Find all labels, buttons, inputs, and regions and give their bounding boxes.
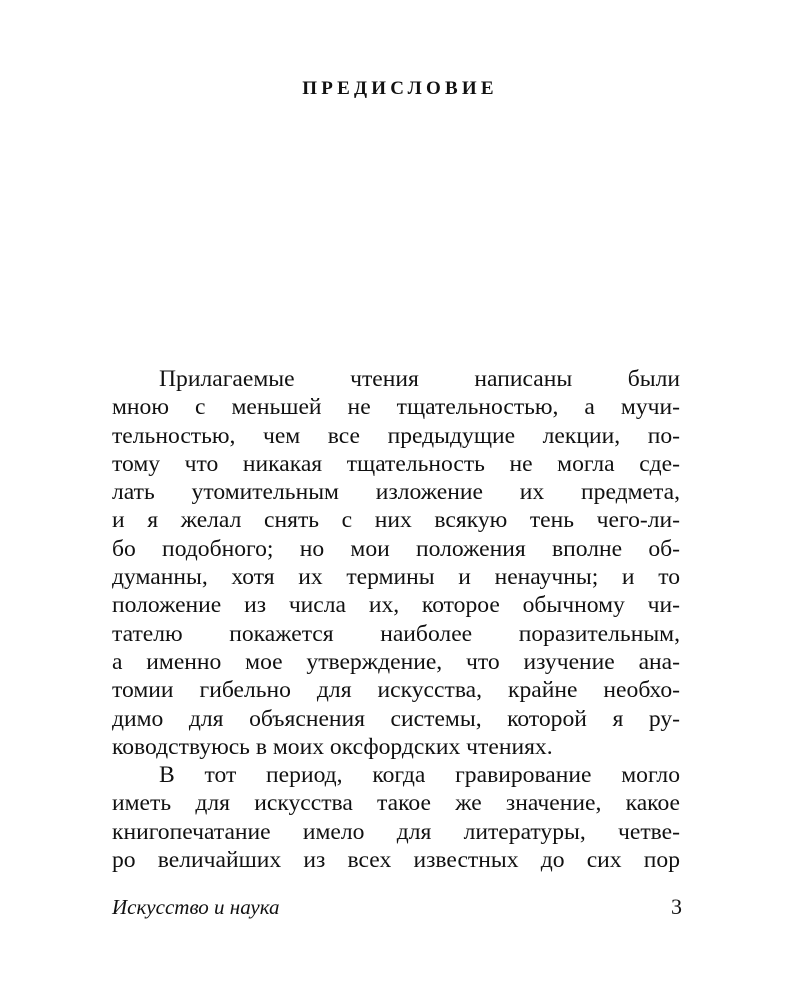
running-footer-title: Искусство и наука <box>112 895 280 919</box>
page-number: 3 <box>671 894 682 919</box>
paragraph <box>112 761 680 874</box>
text-line: ро величайших из всех известных до сих пор <box>112 847 680 874</box>
text-line: а именно мое утверждение, что изучение ана- <box>112 648 680 675</box>
text-line: димо для объяснения системы, которой я ру- <box>112 705 680 732</box>
text-line: думанны, хотя их термины и ненаучны; и то <box>112 564 680 591</box>
text-line: и я желал снять с них всякую тень чего-ли- <box>112 507 680 534</box>
body-text <box>112 365 680 874</box>
text-line: тельностью, чем все предыдущие лекции, по- <box>112 422 680 449</box>
text-line: тателю покажется наиболее поразительным, <box>112 620 680 647</box>
text-line: положение из числа их, которое обычному чи- <box>112 592 680 619</box>
text-line: лать утомительным изложение их предмета, <box>112 479 680 506</box>
text-line: иметь для искусства такое же значение, какое <box>112 790 680 817</box>
text-line: Прилагаемые чтения написаны были <box>159 366 680 392</box>
paragraph <box>112 365 680 761</box>
text-line: томии гибельно для искусства, крайне необхо- <box>112 677 680 704</box>
text-line: книгопечатание имело для литературы, четве- <box>112 818 680 845</box>
text-line: бо подобного; но мои положения вполне об- <box>112 535 680 562</box>
page-title: ПРЕДИСЛОВИЕ <box>302 78 498 99</box>
text-line: ководствуюсь в моих оксфордских чтениях. <box>112 733 553 760</box>
text-line: тому что никакая тщательность не могла сде- <box>112 450 680 477</box>
text-line: В тот период, когда гравирование могло <box>159 762 680 789</box>
text-line: мною с меньшей не тщательностью, а мучи- <box>112 394 680 421</box>
